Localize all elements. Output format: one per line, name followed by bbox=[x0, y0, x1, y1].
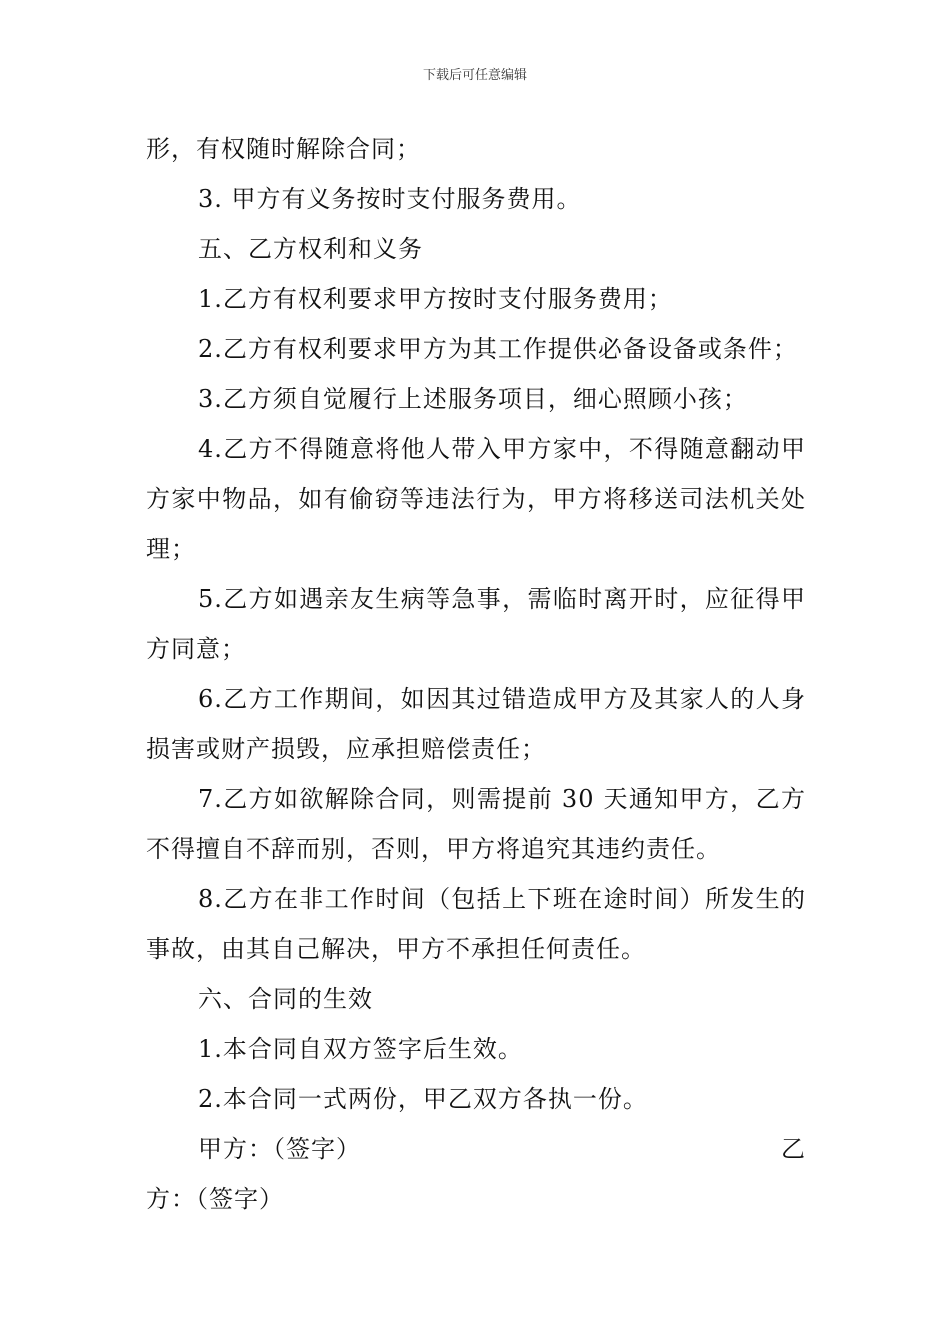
clause-b7: 7.乙方如欲解除合同，则需提前 30 天通知甲方，乙方不得擅自不辞而别，否则，甲方将追究其违约责任。 bbox=[146, 785, 806, 863]
clause-a3: 3. 甲方有义务按时支付服务费用。 bbox=[198, 185, 582, 213]
clause-b5: 5.乙方如遇亲友生病等急事，需临时离开时，应征得甲方同意； bbox=[146, 585, 806, 663]
header-note: 下载后可任意编辑 bbox=[422, 68, 527, 83]
paragraph-continuation: 形，有权随时解除合同； bbox=[146, 135, 421, 163]
section-heading-5: 五、乙方权利和义务 bbox=[198, 235, 423, 263]
clause-c1: 1.本合同自双方签字后生效。 bbox=[198, 1035, 523, 1063]
party-b-signature-start: 乙 bbox=[781, 1135, 806, 1163]
signature-row bbox=[146, 1124, 806, 1174]
section-heading-6: 六、合同的生效 bbox=[198, 985, 373, 1013]
party-a-signature: 甲方：（签字） bbox=[198, 1135, 361, 1163]
contract-body bbox=[146, 124, 806, 1224]
clause-b8: 8.乙方在非工作时间（包括上下班在途时间）所发生的事故，由其自己解决，甲方不承担任何责任。 bbox=[146, 885, 806, 963]
clause-b1: 1.乙方有权利要求甲方按时支付服务费用； bbox=[198, 285, 673, 313]
party-b-signature: 方：（签字） bbox=[146, 1185, 284, 1213]
clause-b4: 4.乙方不得随意将他人带入甲方家中，不得随意翻动甲方家中物品，如有偷窃等违法行为，甲方将移送司法机关处理； bbox=[146, 435, 806, 563]
clause-c2: 2.本合同一式两份，甲乙双方各执一份。 bbox=[198, 1085, 648, 1113]
clause-b3: 3.乙方须自觉履行上述服务项目，细心照顾小孩； bbox=[198, 385, 748, 413]
clause-b6: 6.乙方工作期间，如因其过错造成甲方及其家人的人身损害或财产损毁，应承担赔偿责任； bbox=[146, 685, 806, 763]
clause-b2: 2.乙方有权利要求甲方为其工作提供必备设备或条件； bbox=[198, 335, 798, 363]
